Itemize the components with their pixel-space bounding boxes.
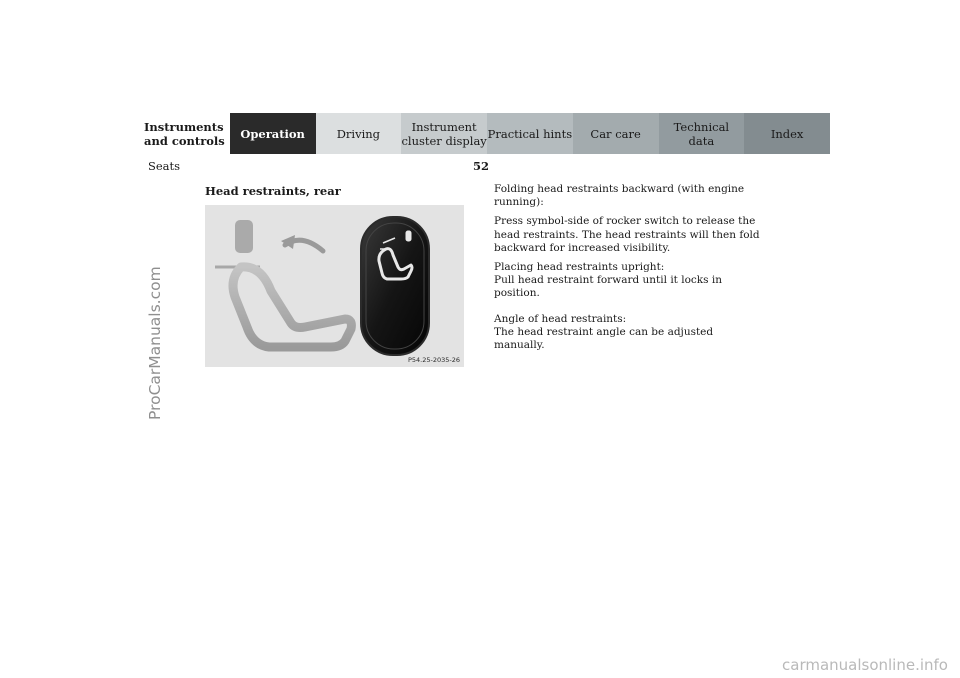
- tab-car-care[interactable]: Car care: [573, 113, 659, 154]
- section-nav-tabs: [130, 113, 830, 154]
- side-watermark: ProCarManuals.com: [146, 266, 164, 420]
- tab-instruments-and-controls[interactable]: Instruments and controls: [130, 113, 230, 154]
- tab-instrument-cluster-display[interactable]: Instrument cluster display: [401, 113, 487, 154]
- tab-driving[interactable]: Driving: [316, 113, 402, 154]
- page-number: 52: [473, 159, 490, 173]
- bottom-watermark: carmanualsonline.info: [782, 656, 948, 674]
- paragraph-press-switch: Press symbol-side of rocker switch to release the head restraints. The head restraints will then fold backward for increased visibility.: [494, 215, 760, 254]
- figure-code: P54.25-2035-26: [407, 356, 460, 364]
- illustration-svg: [205, 205, 464, 367]
- tab-index[interactable]: Index: [744, 113, 830, 154]
- instruction-text: [494, 183, 764, 358]
- rocker-switch-shape: [361, 217, 429, 355]
- head-restraint-shape: [235, 220, 253, 253]
- section-label: Seats: [148, 159, 181, 173]
- seat-switch-illustration: [205, 205, 464, 367]
- tab-technical-data[interactable]: Technical data: [659, 113, 745, 154]
- paragraph-folding: Folding head restraints backward (with engine running):: [494, 183, 745, 209]
- paragraph-upright: Placing head restraints upright: Pull head restraint forward until it locks in position.: [494, 261, 723, 300]
- section-heading: Head restraints, rear: [205, 184, 341, 198]
- tab-practical-hints[interactable]: Practical hints: [487, 113, 573, 154]
- paragraph-angle: Angle of head restraints: The head restraint angle can be adjusted manually.: [494, 312, 714, 352]
- tab-operation[interactable]: Operation: [230, 113, 316, 154]
